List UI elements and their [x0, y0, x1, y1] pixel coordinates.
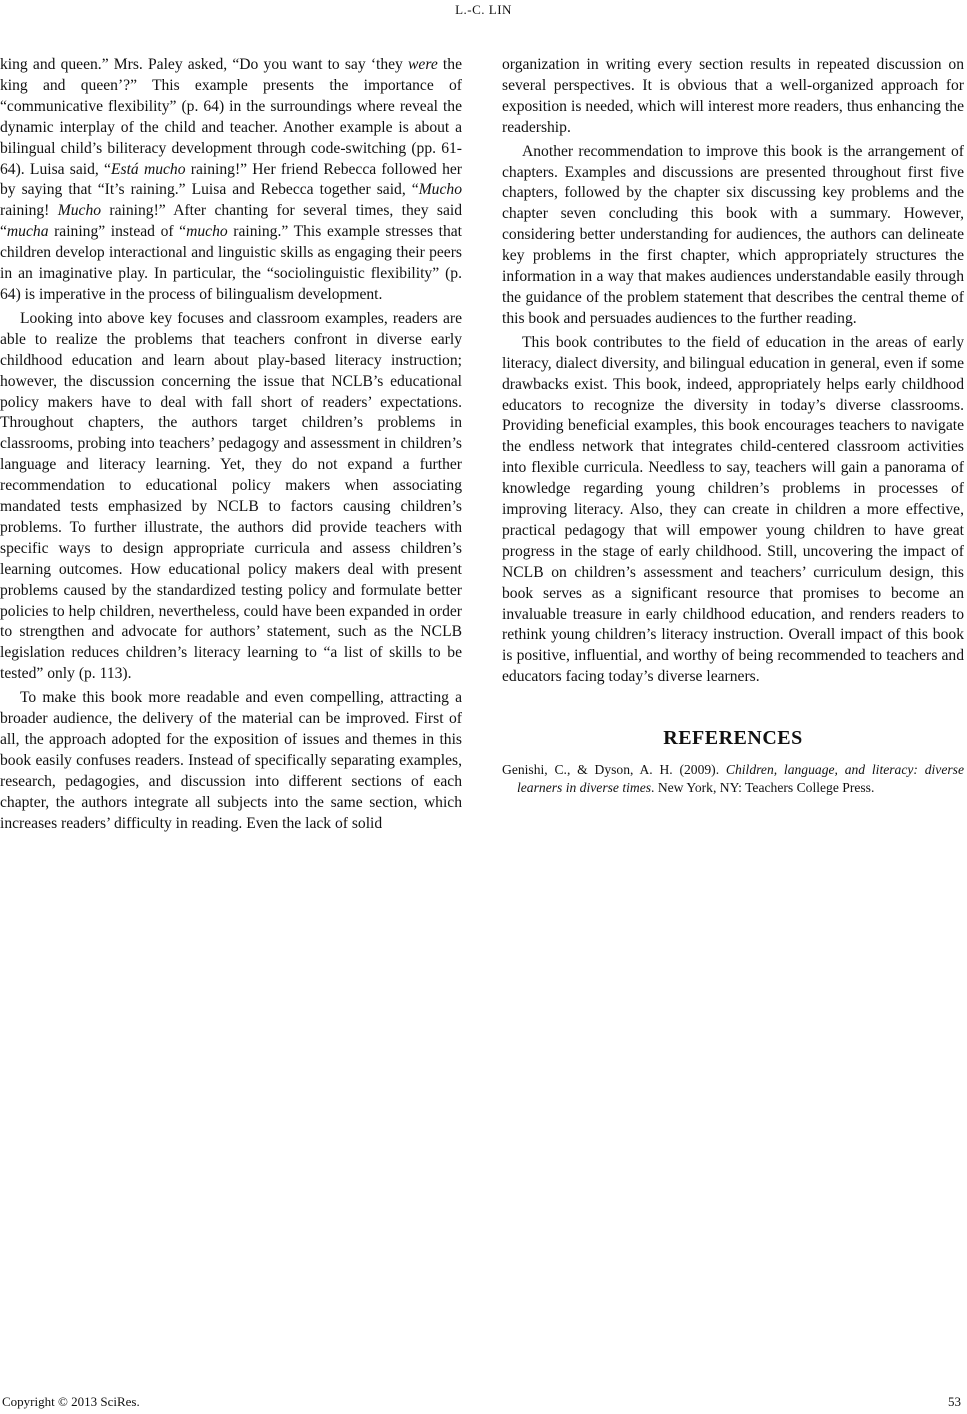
left-column [0, 55, 462, 835]
right-column [502, 55, 964, 796]
right-paragraph-2: Another recommendation to improve this book is the arrangement of chapters. Examples and discussions are presented throughout first five chapters, followed by the chapter six discussing key problems and the chapter seven concluding this book with a summary. However, considering better understanding for audiences, the authors can delineate key problems in the first chapter, which appropriately structures the information in a way that makes audiences understandable easily through the guidance of the problem statement that describes the central theme of this book and persuades audiences to the further reading. [502, 142, 964, 327]
right-paragraph-3: This book contributes to the field of education in the areas of early literacy, dialect diversity, and bilingual education in general, even if some drawbacks exist. This book, indeed, appropriately helps early childhood educators to recognize the diversity in today’s diverse classrooms. Providing beneficial examples, this book encourages teachers to navigate the endless network that integrates child-centered classroom activities into flexible curricula. Needless to say, teachers will gain a panorama of knowledge regarding young children’s problems in processes of improving literacy. Also, they can create in children a more effective, practical pedagogy that will empower young children to have great progress in the stage of early childhood. Still, uncovering the impact of NCLB on children’s assessment and teachers’ curriculum design, this book serves as a significant resource that promises to become an invaluable treasure in early childhood education, and renders readers to rethink young children’s literacy instruction. Overall impact of this book is positive, influential, and worthy of being recommended to teachers and educators facing today’s diverse learners. [502, 333, 964, 686]
references-heading: REFERENCES [663, 727, 803, 750]
left-paragraph-1: king and queen.” Mrs. Paley asked, “Do you want to say ‘they were the king and queen’?” This example presents the importance of “communicative flexibility” (p. 64) in the surroundings where reveal the dynamic interplay of the child and teacher. Another example is about a bilingual child’s biliteracy development through code-switching (pp. 61-64). Luisa said, “Está mucho raining!” Her friend Rebecca followed her by saying that “It’s raining.” Luisa and Rebecca together said, “Mucho raining! Mucho raining!” After chanting for several times, they said “mucha raining” instead of “mucho raining.” This example stresses that children develop interactional and linguistic skills as engaging their peers in an imaginative play. In particular, the “sociolinguistic flexibility” (p. 64) is imperative in the process of bilingualism development. [0, 56, 462, 303]
right-paragraph-1: organization in writing every section results in repeated discussion on several perspectives. It is obvious that a well-organized approach for exposition is needed, which will interest more readers, thus enhancing the readership. [502, 56, 964, 136]
running-head: L.-C. LIN [455, 2, 512, 17]
reference-entry: Genishi, C., & Dyson, A. H. (2009). Children, language, and literacy: diverse learners in diverse times. New York, NY: Teachers College Press. [502, 762, 964, 795]
footer-page-number: 53 [948, 1394, 961, 1409]
footer-copyright: Copyright © 2013 SciRes. [2, 1394, 140, 1409]
left-paragraph-3: To make this book more readable and even compelling, attracting a broader audience, the delivery of the material can be improved. First of all, the approach adopted for the exposition of issues and themes in this book easily confuses readers. Instead of specifically separating examples, research, pedagogies, and discussion into different sections of each chapter, the authors integrate all subjects into the same section, which increases readers’ difficulty in reading. Even the lack of solid [0, 689, 462, 832]
left-paragraph-2: Looking into above key focuses and classroom examples, readers are able to realize the problems that teachers confront in diverse early childhood education and learn about play-based literacy instruction; however, the discussion concerning the issue that NCLB’s educational policy makers have to deal with fall short of readers’ expectations. Throughout chapters, the authors target children’s problems in classrooms, probing into teachers’ pedagogy and assessment in children’s language and literacy learning. Yet, they do not expand a further recommendation to educational policy makers when associating mandated tests emphasized by NCLB to factors causing children’s problems. To further illustrate, the authors did provide teachers with specific ways to design appropriate curricula and assess children’s learning outcomes. How educational policy makers deal with present problems caused by the standardized testing policy and formulate better policies to help children, nevertheless, could have been expanded in order to strengthen and advocate for authors’ statement, such as the NCLB legislation reduces children’s literacy learning to “a list of skills to be tested” only (p. 113). [0, 309, 462, 683]
